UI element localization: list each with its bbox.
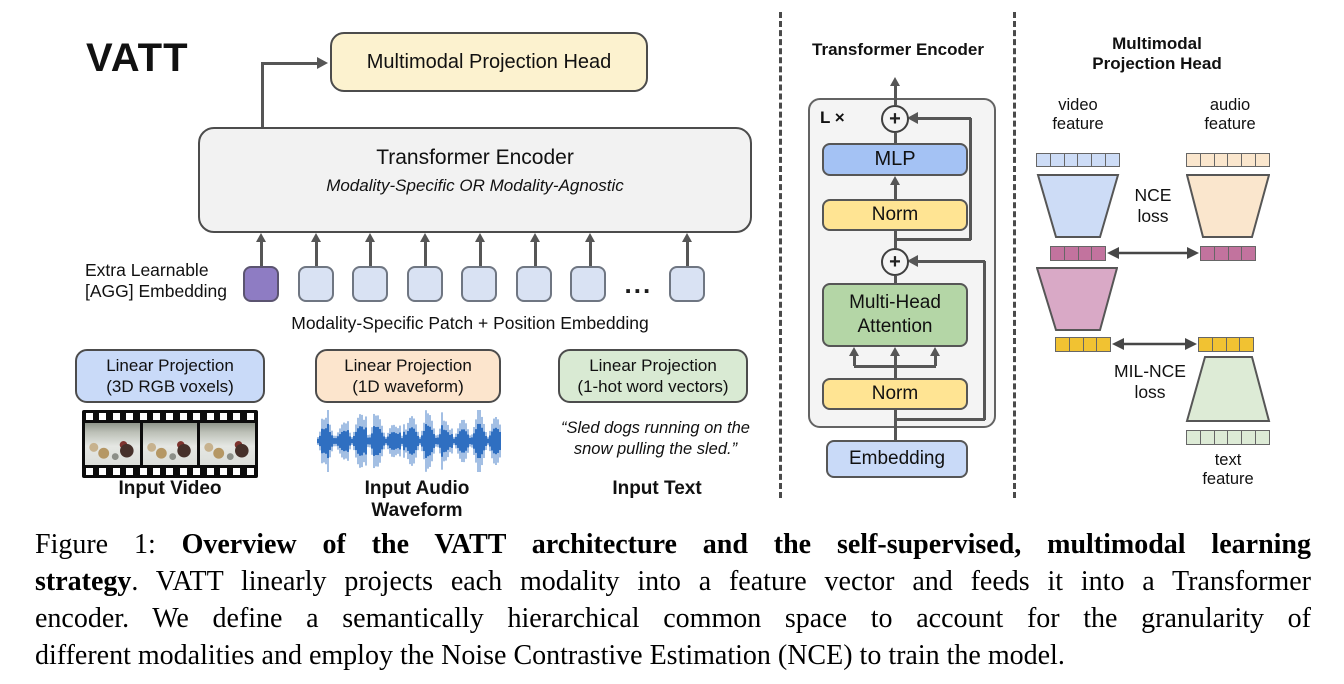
text-fine-space-bar (1198, 337, 1254, 352)
video-projection-trapezoid (1036, 174, 1120, 238)
token-arrowhead-icon (256, 233, 266, 242)
token-arrow-line (260, 241, 263, 266)
patch-position-embedding-label: Modality-Specific Patch + Position Embedding (291, 313, 649, 333)
qkv-arrowhead-icon (849, 347, 859, 356)
milnce-double-arrow (1111, 336, 1198, 352)
audio-feature-line2: feature (1204, 115, 1256, 133)
transformer-encoder-title: Transformer Encoder (376, 146, 574, 169)
audio-feature-line1: audio (1209, 96, 1251, 114)
residual-line (916, 260, 985, 263)
linear-projection-text-line1: Linear Projection (589, 356, 717, 375)
caption-bold-segment: strategy (35, 566, 132, 597)
linear-projection-audio-line2: (1D waveform) (352, 377, 464, 396)
plus-sign: + (889, 251, 901, 273)
transformer-encoder-subtitle: Modality-Specific OR Modality-Agnostic (326, 176, 624, 195)
embedding-label: Embedding (848, 448, 946, 469)
multimodal-projection-head-box (330, 32, 648, 92)
feature-cell (1213, 338, 1227, 351)
caption-segment: Figure 1: (35, 529, 182, 560)
token-arrow-line (534, 241, 537, 266)
token-arrowhead-icon (311, 233, 321, 242)
caption-line-2 (35, 563, 1311, 600)
feature-cell (1051, 247, 1065, 260)
token-arrow-line (369, 241, 372, 266)
caption-segment: encoder. We define a semantically hierarchical common space to account for the granularity of (35, 603, 1311, 634)
feature-cell (1242, 247, 1255, 260)
feature-cell (1051, 154, 1065, 166)
feature-cell (1056, 338, 1070, 351)
feature-cell (1228, 431, 1242, 444)
layer-repeat-label: L × (820, 108, 845, 127)
agg-embedding-label (85, 260, 240, 302)
token-row (243, 266, 705, 302)
video-feature-label (1038, 96, 1118, 134)
caption-line-3 (35, 600, 1311, 637)
feature-cell (1037, 154, 1051, 166)
add-circle-icon (881, 105, 909, 133)
transformer-encoder-box (198, 127, 752, 233)
video-text-projection-trapezoid (1036, 267, 1118, 331)
connector-line (894, 185, 897, 199)
feature-cell (1187, 431, 1201, 444)
sprocket-hole (86, 413, 93, 420)
feature-cell (1187, 154, 1201, 166)
feature-cell (1084, 338, 1098, 351)
sprocket-hole (126, 468, 133, 475)
qkv-arrowhead-icon (890, 347, 900, 356)
sprocket-hole (233, 413, 240, 420)
feature-cell (1201, 431, 1215, 444)
feature-cell (1079, 247, 1093, 260)
sprocket-hole (166, 413, 173, 420)
norm-top-label: Norm (871, 204, 919, 225)
sprocket-hole (140, 468, 147, 475)
qkv-stem-line (894, 366, 897, 378)
video-film-strip (82, 410, 258, 478)
video-common-space-bar (1050, 246, 1106, 261)
feature-cell (1078, 154, 1092, 166)
token-arrowhead-icon (420, 233, 430, 242)
linear-projection-video-line2: (3D RGB voxels) (106, 377, 234, 396)
sprocket-hole (220, 468, 227, 475)
token-arrow-line (589, 241, 592, 266)
film-sprockets-top (86, 413, 254, 420)
sprocket-hole (153, 468, 160, 475)
feature-cell (1240, 338, 1253, 351)
sprocket-hole (166, 468, 173, 475)
input-text-caption: Input Text (612, 478, 702, 499)
caption-segment: different modalities and employ the Noise Contrastive Estimation (NCE) to train the model. (35, 640, 1065, 671)
norm-bottom-label: Norm (871, 383, 919, 404)
connector-line (894, 133, 897, 143)
norm-top-box (822, 199, 968, 231)
sprocket-hole (193, 468, 200, 475)
token-arrowhead-icon (475, 233, 485, 242)
residual-line (983, 261, 986, 420)
feature-cell (1092, 154, 1106, 166)
text-projection-trapezoid (1185, 356, 1271, 422)
middle-panel-title: Transformer Encoder (812, 40, 984, 59)
sprocket-hole (126, 413, 133, 420)
right-panel-title-line1: Multimodal (1112, 34, 1202, 53)
token-arrow-line (686, 241, 689, 266)
input-text-quote-line2: snow pulling the sled.” (573, 440, 738, 458)
figure-caption (35, 526, 1311, 674)
nce-loss-line1: NCE (1134, 185, 1172, 205)
audio-waveform-image (316, 408, 502, 474)
encoder-output-line (894, 86, 897, 105)
audio-projection-trapezoid (1186, 174, 1270, 238)
linear-projection-audio-box (315, 349, 501, 403)
sprocket-hole (180, 413, 187, 420)
qkv-arrowhead-icon (930, 347, 940, 356)
audio-common-space-bar (1200, 246, 1256, 261)
feature-cell (1065, 247, 1079, 260)
nce-loss-line2: loss (1137, 206, 1169, 226)
nce-double-arrow (1106, 245, 1200, 261)
video-feature-bar (1036, 153, 1120, 167)
agg-embedding-label-line2: [AGG] Embedding (85, 281, 228, 301)
connector-line (894, 231, 897, 248)
feature-cell (1256, 154, 1269, 166)
patch-token (461, 266, 497, 302)
feature-cell (1199, 338, 1213, 351)
mha-label-line2: Attention (857, 316, 933, 337)
sprocket-hole (233, 468, 240, 475)
sprocket-hole (86, 468, 93, 475)
patch-token (298, 266, 334, 302)
feature-cell (1106, 154, 1119, 166)
right-panel-title (1072, 34, 1242, 74)
residual-line (895, 238, 971, 241)
text-feature-line2: feature (1202, 470, 1254, 488)
token-arrowhead-icon (365, 233, 375, 242)
mlp-label: MLP (874, 148, 916, 170)
sprocket-hole (247, 413, 254, 420)
feature-cell (1215, 154, 1229, 166)
embedding-box (826, 440, 968, 478)
token-arrowhead-icon (682, 233, 692, 242)
linear-projection-audio-line1: Linear Projection (344, 356, 472, 375)
input-text-quote (558, 418, 753, 460)
feature-cell (1065, 154, 1079, 166)
patch-token (669, 266, 705, 302)
feature-cell (1227, 338, 1241, 351)
norm-bottom-box (822, 378, 968, 410)
linear-projection-video-line1: Linear Projection (106, 356, 234, 375)
feature-cell (1215, 431, 1229, 444)
plus-sign: + (889, 108, 901, 130)
sprocket-hole (99, 413, 106, 420)
text-feature-bar (1186, 430, 1270, 445)
feature-cell (1229, 247, 1243, 260)
residual-line (969, 118, 972, 240)
token-arrowhead-icon (530, 233, 540, 242)
sprocket-hole (220, 413, 227, 420)
sprocket-hole (153, 413, 160, 420)
caption-line-4 (35, 637, 1311, 674)
vatt-logo-text: VATT (86, 36, 189, 80)
sprocket-hole (180, 468, 187, 475)
encoder-output-arrowhead-icon (890, 77, 900, 86)
token-arrowhead-icon (585, 233, 595, 242)
milnce-loss-line2: loss (1134, 382, 1166, 402)
add-circle-icon (881, 248, 909, 276)
feature-cell (1228, 154, 1242, 166)
linear-projection-text-line2: (1-hot word vectors) (577, 377, 729, 396)
nce-loss-label (1118, 185, 1188, 227)
video-frame (143, 423, 198, 465)
sprocket-hole (113, 468, 120, 475)
caption-line-1 (35, 526, 1311, 563)
sprocket-hole (140, 413, 147, 420)
patch-token (407, 266, 443, 302)
audio-feature-label (1190, 96, 1270, 134)
video-fine-space-bar (1055, 337, 1111, 352)
feature-cell (1256, 431, 1269, 444)
dashed-divider-right (1013, 12, 1016, 498)
feature-cell (1070, 338, 1084, 351)
residual-line (916, 117, 971, 120)
mha-label-line1: Multi-Head (849, 292, 941, 313)
input-text-quote-line1: “Sled dogs running on the (561, 419, 750, 437)
sprocket-hole (113, 413, 120, 420)
feature-cell (1097, 338, 1110, 351)
connector-arrowhead-icon (890, 176, 900, 185)
agg-output-arrow-line (261, 63, 264, 127)
video-frame (85, 423, 140, 465)
text-feature-line1: text (1214, 451, 1242, 469)
connector-line (894, 276, 897, 283)
connector-line (894, 410, 897, 440)
sprocket-hole (247, 468, 254, 475)
token-ellipsis: ... (624, 269, 653, 299)
video-frame (200, 423, 255, 465)
feature-cell (1215, 247, 1229, 260)
feature-cell (1092, 247, 1105, 260)
caption-bold-segment: Overview of the VATT architecture and the self-supervised, multimodal learning (181, 529, 1311, 560)
sprocket-hole (99, 468, 106, 475)
caption-segment: . VATT linearly projects each modality into a feature vector and feeds it into a Transformer (131, 566, 1311, 597)
linear-projection-text-box (558, 349, 748, 403)
milnce-loss-line1: MIL-NCE (1114, 361, 1186, 381)
agg-embedding-label-line1: Extra Learnable (85, 260, 209, 280)
mlp-box (822, 143, 968, 176)
feature-cell (1242, 154, 1256, 166)
agg-token (243, 266, 279, 302)
video-feature-line2: feature (1052, 115, 1104, 133)
sprocket-hole (207, 468, 214, 475)
multi-head-attention-box (822, 283, 968, 347)
residual-line (895, 418, 985, 421)
token-arrow-line (424, 241, 427, 266)
film-sprockets-bottom (86, 468, 254, 475)
input-audio-caption: Input Audio Waveform (364, 478, 470, 521)
feature-cell (1201, 247, 1215, 260)
feature-cell (1242, 431, 1256, 444)
multimodal-projection-head-label: Multimodal Projection Head (366, 50, 612, 73)
sprocket-hole (207, 413, 214, 420)
film-frames (85, 423, 255, 465)
agg-output-arrow-line (261, 62, 318, 65)
text-feature-label (1188, 451, 1268, 489)
input-video-caption: Input Video (118, 478, 222, 499)
linear-projection-video-box (75, 349, 265, 403)
patch-token (352, 266, 388, 302)
audio-feature-bar (1186, 153, 1270, 167)
sprocket-hole (193, 413, 200, 420)
patch-token (516, 266, 552, 302)
patch-token (570, 266, 606, 302)
token-arrow-line (479, 241, 482, 266)
video-feature-line1: video (1058, 96, 1098, 114)
feature-cell (1201, 154, 1215, 166)
right-panel-title-line2: Projection Head (1092, 54, 1222, 73)
dashed-divider-left (779, 12, 782, 498)
token-arrow-line (315, 241, 318, 266)
agg-output-arrowhead-icon (317, 57, 328, 69)
